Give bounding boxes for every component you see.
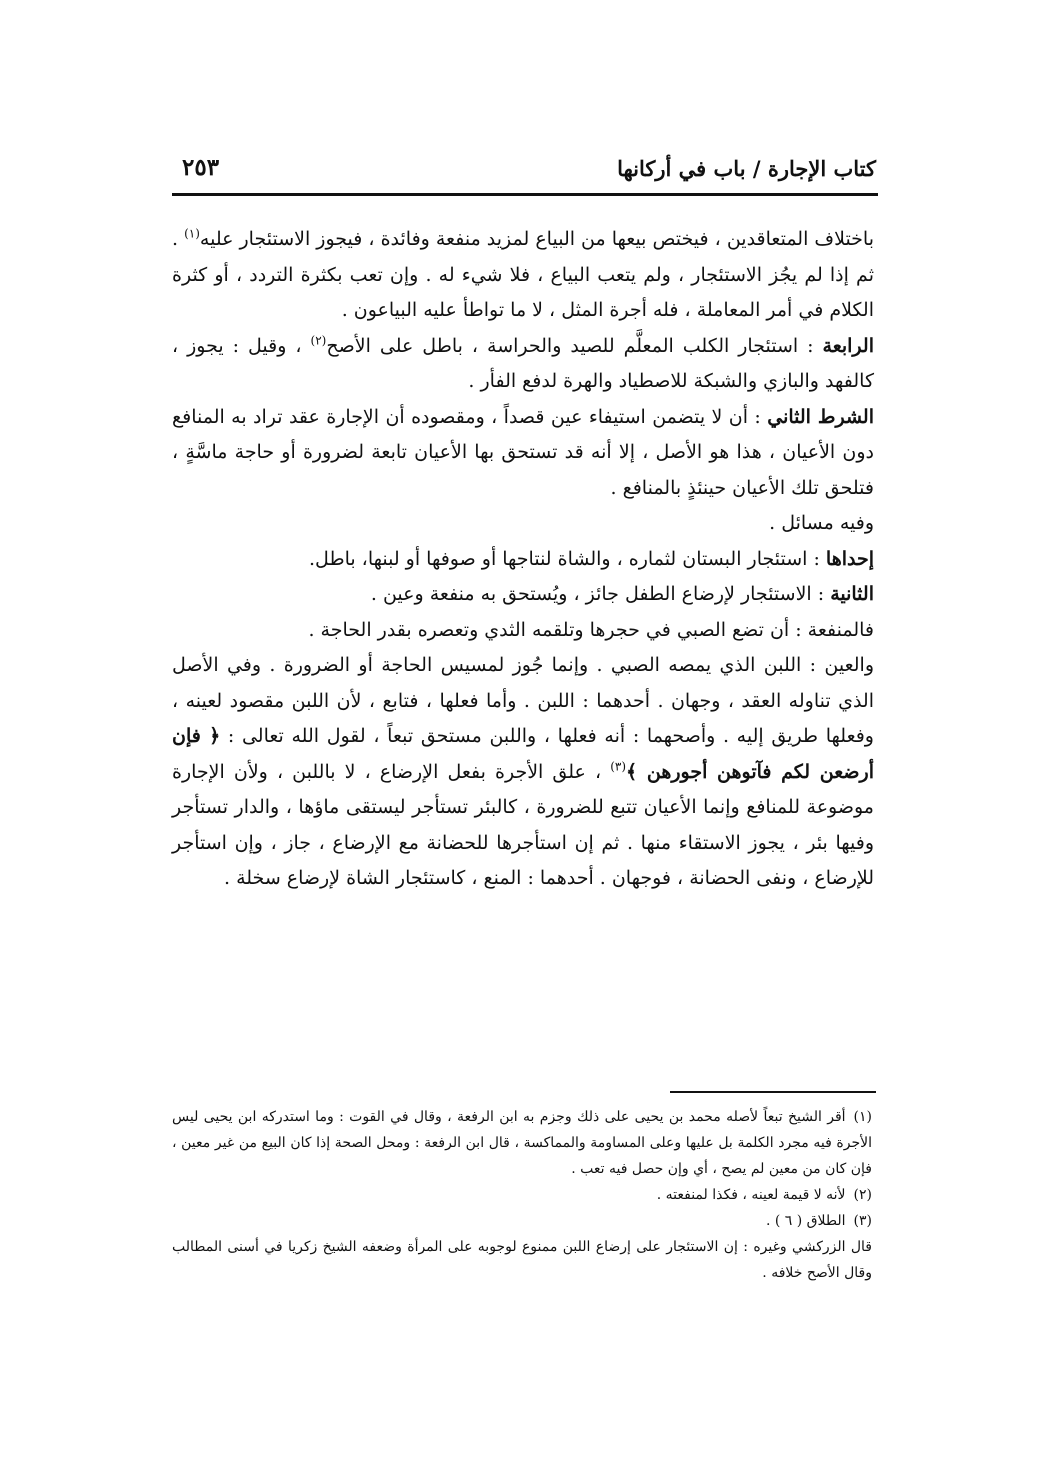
quran-quote: ﴿ فإن أرضعن لكم فآتوهن أجورهن ﴾ (172, 725, 874, 783)
paragraph-label: الشرط الثاني (767, 405, 874, 428)
footnotes (172, 1104, 872, 1286)
footnote (172, 1104, 872, 1182)
paragraph (172, 542, 874, 578)
text-run: باختلاف المتعاقدين ، فيختص بيعها من البياع لمزيد منفعة وفائدة ، فيجوز الاستئجار عليه (199, 228, 874, 250)
text-run: : الاستئجار لإرضاع الطفل جائز ، ويُستحق به منفعة وعين . (370, 583, 831, 605)
text-run: ، وقيل : يجوز ، كالفهد والبازي والشبكة للاصطياد والهرة لدفع الفأر . (172, 334, 874, 392)
paragraph (172, 648, 874, 897)
main-text (172, 222, 874, 897)
text-run: : استئجار الكلب المعلَّم للصيد والحراسة ، باطل على الأصح (326, 334, 823, 357)
footnote-ref: (١) (184, 226, 200, 241)
footnote-text: أقر الشيخ تبعاً لأصله محمد بن يحيى على ذلك وجزم به ابن الرفعة ، وقال في القوت : وما استدركه ابن يحيى ليس الأجرة فيه مجرد الكلمة بل عليها وعلى المساومة والمماكسة ، قال ابن الرفعة : ومحل الصحة إذا كان البيع من غير معين ، فإن كان من معين لم يصح ، أي وإن حصل فيه تعب . (172, 1109, 872, 1177)
text-run: ، علق الأجرة بفعل الإرضاع ، لا باللبن ، ولأن الإجارة موضوعة للمنافع وإنما الأعيان تتبع للضرورة ، كالبئر تستأجر ليستقى ماؤها ، والدار تستأجر وفيها بئر ، يجوز الاستقاء منها . ثم إن استأجرها للحضانة مع الإرضاع ، جاز ، وإن استأجر للإرضاع ، ونفى الحضانة ، فوجهان . أحدهما : المنع ، كاستئجار الشاة لإرضاع سخلة . (172, 760, 874, 889)
paragraph: فالمنفعة : أن تضع الصبي في حجرها وتلقمه الثدي وتعصره بقدر الحاجة . (308, 618, 874, 641)
footnote-number: (١) (853, 1109, 872, 1125)
text-run: : أن لا يتضمن استيفاء عين قصداً ، ومقصوده أن الإجارة عقد تراد به المنافع دون الأعيان ، هذا هو الأصل ، إلا أنه قد تستحق بها الأعيان تابعة لضرورة أو حاجة ماسَّةٍ ، فتلحق تلك الأعيان حينئذٍ بالمنافع . (172, 405, 874, 499)
footnote (172, 1208, 872, 1234)
header-title: كتاب الإجارة / باب في أركانها (617, 156, 876, 181)
footnote-separator (670, 1091, 876, 1093)
paragraph: وفيه مسائل . (769, 512, 874, 534)
footnote (172, 1182, 872, 1208)
footnote-number: (٢) (853, 1187, 872, 1203)
footnote-ref: (٣) (610, 759, 627, 774)
running-header (172, 150, 876, 192)
footnote-text: لأنه لا قيمة لعينه ، فكذا لمنفعته . (656, 1187, 846, 1203)
header-rule (172, 193, 878, 196)
paragraph-label: الرابعة (822, 334, 874, 357)
footnote-number: (٣) (853, 1213, 872, 1229)
paragraph-label: إحداها (825, 547, 874, 570)
text-run: : استئجار البستان لثماره ، والشاة لنتاجها أو صوفها أو لبنها، باطل. (309, 547, 826, 570)
text-run: . ثم إذا لم يجُز الاستئجار ، ولم يتعب البياع ، فلا شيء له . وإن تعب بكثرة التردد ، أو كثرة الكلام في أمر المعاملة ، فله أجرة المثل ، لا ما تواطأ عليه البياعون . (172, 228, 874, 321)
footnote-ref: (٢) (310, 333, 327, 348)
text-run: والعين : اللبن الذي يمصه الصبي . وإنما جُوز لمسيس الحاجة أو الضرورة . وفي الأصل الذي تناوله العقد ، وجهان . أحدهما : اللبن . وأما فعلها ، فتابع ، لأن اللبن مقصود لعينه ، وفعلها طريق إليه . وأصحهما : أنه فعلها ، واللبن مستحق تبعاً ، لقول الله تعالى : (172, 654, 874, 747)
footnote-text: الطلاق ( ٦ ) . (765, 1213, 846, 1229)
paragraph (172, 577, 874, 613)
footnote-continuation: قال الزركشي وغيره : إن الاستئجار على إرضاع اللبن ممنوع لوجوبه على المرأة وضعفه الشيخ زكريا في أسنى المطالب وقال الأصح خلافه . (172, 1239, 872, 1281)
paragraph (172, 329, 874, 400)
page-number: ٢٥٣ (182, 154, 220, 181)
paragraph (172, 222, 874, 329)
paragraph (172, 400, 874, 507)
paragraph-label: الثانية (830, 583, 874, 605)
